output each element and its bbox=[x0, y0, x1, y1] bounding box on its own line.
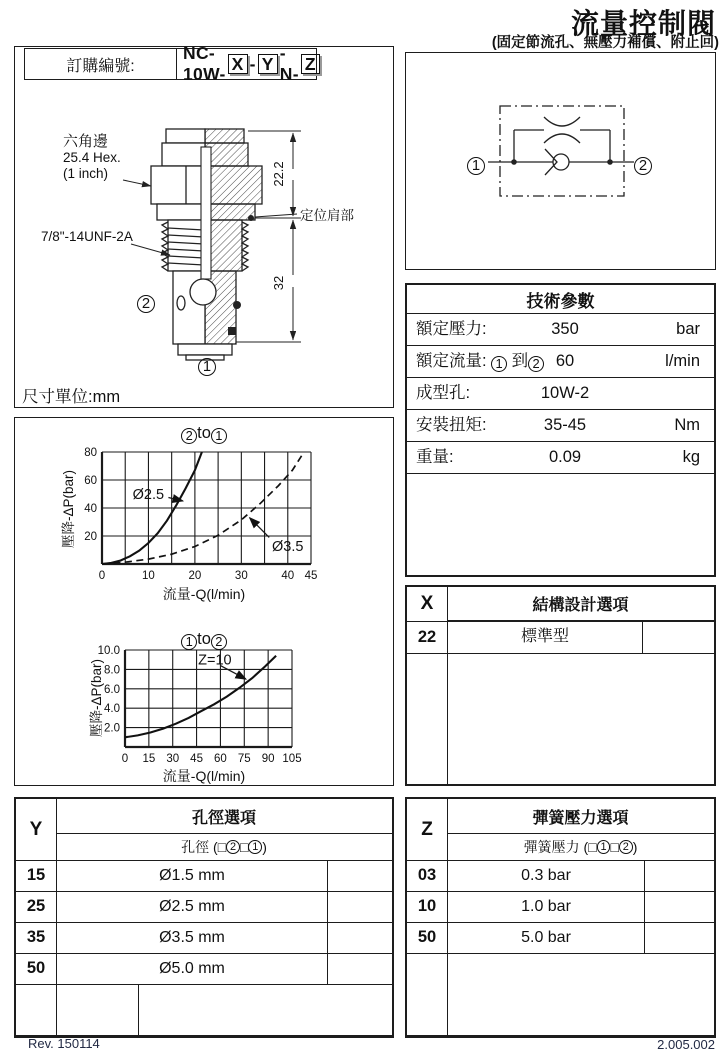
tech-row-label: 安裝扭矩: bbox=[416, 416, 487, 434]
circled-1-icon: 1 bbox=[211, 428, 227, 444]
z-row-label: 1.0 bar bbox=[521, 898, 571, 915]
chart-ylabel-1to2: 壓降-ΔP(bar) bbox=[89, 658, 104, 738]
svg-text:6.0: 6.0 bbox=[104, 683, 120, 696]
y-row-right-divider bbox=[327, 953, 328, 984]
valve-drawing-section bbox=[14, 43, 394, 408]
tech-row-value: 10W-2 bbox=[540, 384, 590, 402]
footer-revision: Rev. 150114 bbox=[28, 1036, 100, 1051]
z-options-table bbox=[405, 797, 716, 1038]
svg-text:15: 15 bbox=[142, 753, 156, 765]
dimension-unit-note: 尺寸單位:mm bbox=[22, 388, 121, 406]
x-row-right-divider bbox=[642, 621, 643, 653]
circled-1-icon: 1 bbox=[198, 358, 216, 376]
circled-2-icon: 2 bbox=[619, 840, 633, 854]
svg-text:40: 40 bbox=[281, 570, 295, 582]
symbol-port-2 bbox=[634, 152, 652, 175]
tech-row-unit: l/min bbox=[665, 352, 700, 370]
svg-text:105: 105 bbox=[282, 753, 302, 765]
svg-text:30: 30 bbox=[234, 570, 248, 582]
y-row-code: 25 bbox=[26, 897, 46, 915]
y-table-code: Y bbox=[29, 818, 43, 840]
z-row-code: 03 bbox=[417, 866, 437, 884]
chart-title-1to2: 1 to 2 bbox=[15, 630, 393, 650]
svg-text:20: 20 bbox=[84, 531, 97, 543]
chart-svg-1to2 bbox=[15, 646, 395, 778]
y-table-row bbox=[16, 953, 392, 985]
order-code-prefix: NC-10W- bbox=[183, 43, 226, 84]
y-table-subtitle: 孔徑 (□ 2 □ 1 ) bbox=[181, 839, 267, 855]
tech-row-flow bbox=[407, 346, 714, 378]
port-2-label bbox=[137, 290, 155, 313]
svg-text:40: 40 bbox=[84, 503, 97, 515]
y-table-row bbox=[16, 860, 392, 892]
tech-row-label: 額定流量: 1 到 2 bbox=[416, 346, 544, 377]
z-table-subtitle: 彈簧壓力 (□ 1 □ 2 ) bbox=[523, 839, 638, 855]
order-code-x-box: X bbox=[228, 54, 248, 75]
performance-charts-section bbox=[14, 417, 394, 786]
valve-cross-section bbox=[151, 129, 262, 360]
order-code-z-box: Z bbox=[301, 54, 320, 75]
order-box-divider bbox=[176, 49, 177, 79]
tech-row-pressure bbox=[407, 314, 714, 346]
page-title: 流量控制閥 bbox=[570, 8, 716, 39]
svg-text:90: 90 bbox=[261, 753, 275, 765]
svg-text:80: 80 bbox=[84, 447, 97, 459]
y-row-label: Ø3.5 mm bbox=[159, 929, 225, 946]
y-row-right-divider bbox=[327, 860, 328, 891]
z-row-right-divider bbox=[644, 922, 645, 953]
z-table-title: 彈簧壓力選項 bbox=[447, 799, 714, 834]
x-row-label: 標準型 bbox=[520, 628, 569, 645]
tech-row-unit: bar bbox=[676, 320, 700, 338]
circled-2-icon: 2 bbox=[528, 356, 544, 372]
z-row-label: 0.3 bar bbox=[521, 867, 571, 884]
order-label: 訂購編號: bbox=[66, 57, 135, 75]
dimension-labels bbox=[271, 161, 286, 290]
circled-2-icon: 2 bbox=[226, 840, 240, 854]
circled-1-icon: 1 bbox=[248, 840, 262, 854]
tech-row-label: 重量: bbox=[416, 448, 454, 466]
x-options-table bbox=[405, 585, 716, 786]
tech-params-table bbox=[405, 283, 716, 577]
tech-row-torque bbox=[407, 410, 714, 442]
z-row-code: 50 bbox=[417, 928, 437, 946]
y-options-table bbox=[14, 797, 394, 1038]
y-footer-divider bbox=[138, 985, 139, 1035]
tech-row-value: 0.09 bbox=[548, 448, 582, 466]
svg-text:Ø2.5: Ø2.5 bbox=[132, 487, 165, 503]
shoulder-label: 定位肩部 bbox=[300, 208, 354, 223]
dim-32: 32 bbox=[271, 275, 286, 291]
svg-text:60: 60 bbox=[214, 753, 227, 765]
hex-size-label-line3: (1 inch) bbox=[63, 165, 109, 181]
circled-2-icon: 2 bbox=[634, 157, 652, 175]
svg-text:4.0: 4.0 bbox=[104, 703, 120, 716]
svg-text:Z=10: Z=10 bbox=[198, 652, 232, 669]
hydraulic-symbol-svg bbox=[406, 53, 717, 271]
svg-text:2.0: 2.0 bbox=[104, 722, 120, 735]
tech-row-unit: kg bbox=[682, 448, 700, 466]
svg-text:0: 0 bbox=[98, 570, 106, 582]
z-row-code: 10 bbox=[417, 897, 437, 915]
tech-row-value: 60 bbox=[555, 352, 575, 370]
svg-text:75: 75 bbox=[237, 753, 251, 765]
z-row-label: 5.0 bar bbox=[521, 929, 571, 946]
svg-text:20: 20 bbox=[188, 570, 202, 582]
order-number-box bbox=[24, 43, 317, 84]
tech-row-unit: Nm bbox=[674, 416, 700, 434]
chart-title-2to1: 2 to 1 bbox=[15, 424, 393, 444]
y-row-label: Ø2.5 mm bbox=[159, 898, 225, 915]
svg-text:60: 60 bbox=[84, 475, 97, 487]
x-row-code: 22 bbox=[417, 628, 437, 646]
circled-1-icon: 1 bbox=[491, 356, 507, 372]
symbol-port-1 bbox=[467, 152, 485, 175]
svg-text:30: 30 bbox=[166, 753, 180, 765]
hex-size-label-line2: 25.4 Hex. bbox=[63, 150, 121, 166]
z-table-row bbox=[407, 922, 714, 954]
circled-2-icon: 2 bbox=[137, 295, 155, 313]
y-row-right-divider bbox=[327, 891, 328, 922]
x-table-title: 結構設計選項 bbox=[447, 587, 714, 621]
y-row-code: 35 bbox=[26, 928, 46, 946]
svg-text:Ø3.5: Ø3.5 bbox=[271, 538, 304, 555]
order-code-sep1: - bbox=[249, 53, 256, 74]
x-table-code: X bbox=[420, 593, 434, 614]
y-row-code: 15 bbox=[26, 866, 46, 884]
y-table-row bbox=[16, 922, 392, 954]
circled-1-icon: 1 bbox=[467, 157, 485, 175]
symbol-graphics bbox=[488, 106, 634, 196]
z-table-row bbox=[407, 860, 714, 892]
svg-text:10: 10 bbox=[142, 570, 155, 582]
dim-22-2: 22.2 bbox=[271, 161, 286, 187]
z-row-right-divider bbox=[644, 891, 645, 922]
z-table-row bbox=[407, 891, 714, 923]
tech-row-cavity bbox=[407, 378, 714, 410]
y-row-right-divider bbox=[327, 922, 328, 953]
order-code bbox=[183, 43, 322, 84]
tech-row-value: 35-45 bbox=[543, 416, 587, 434]
y-row-code: 50 bbox=[26, 959, 46, 977]
circled-2-icon: 2 bbox=[211, 634, 227, 650]
chart-xlabel-2to1: 流量-Q(l/min) bbox=[162, 586, 246, 602]
footer-doc-number: 2.005.002 bbox=[657, 1037, 715, 1052]
circled-1-icon: 1 bbox=[181, 634, 197, 650]
y-row-label: Ø5.0 mm bbox=[159, 960, 225, 977]
hydraulic-symbol-section bbox=[405, 52, 716, 270]
svg-text:8.0: 8.0 bbox=[104, 664, 120, 677]
page-subtitle: (固定節流孔、無壓力補償、附止回) bbox=[491, 35, 719, 51]
port-1-label bbox=[198, 353, 216, 376]
y-table-title: 孔徑選項 bbox=[56, 799, 392, 834]
circled-1-icon: 1 bbox=[597, 840, 611, 854]
tech-params-title: 技術參數 bbox=[407, 285, 714, 314]
svg-text:10.0: 10.0 bbox=[97, 645, 120, 657]
tech-row-label: 成型孔: bbox=[416, 384, 471, 402]
circled-2-icon: 2 bbox=[181, 428, 197, 444]
svg-text:0: 0 bbox=[121, 753, 129, 765]
chart-ylabel-2to1: 壓降-ΔP(bar) bbox=[61, 469, 76, 549]
order-code-y-box: Y bbox=[258, 54, 278, 75]
tech-row-label: 額定壓力: bbox=[416, 320, 487, 338]
hex-size-label bbox=[63, 133, 121, 181]
z-table-code: Z bbox=[421, 818, 433, 840]
svg-text:45: 45 bbox=[304, 570, 318, 582]
tech-row-weight bbox=[407, 442, 714, 474]
y-row-label: Ø1.5 mm bbox=[159, 867, 225, 884]
chart-xlabel-1to2: 流量-Q(l/min) bbox=[162, 768, 246, 784]
tech-row-value: 350 bbox=[551, 320, 579, 338]
y-table-row bbox=[16, 891, 392, 923]
order-code-sep2: -N- bbox=[279, 43, 299, 84]
x-table-row bbox=[407, 621, 714, 654]
hex-size-label-line1: 六角邊 bbox=[63, 133, 109, 150]
z-row-right-divider bbox=[644, 860, 645, 891]
svg-text:45: 45 bbox=[190, 753, 203, 765]
thread-size-label: 7/8"-14UNF-2A bbox=[41, 229, 133, 244]
